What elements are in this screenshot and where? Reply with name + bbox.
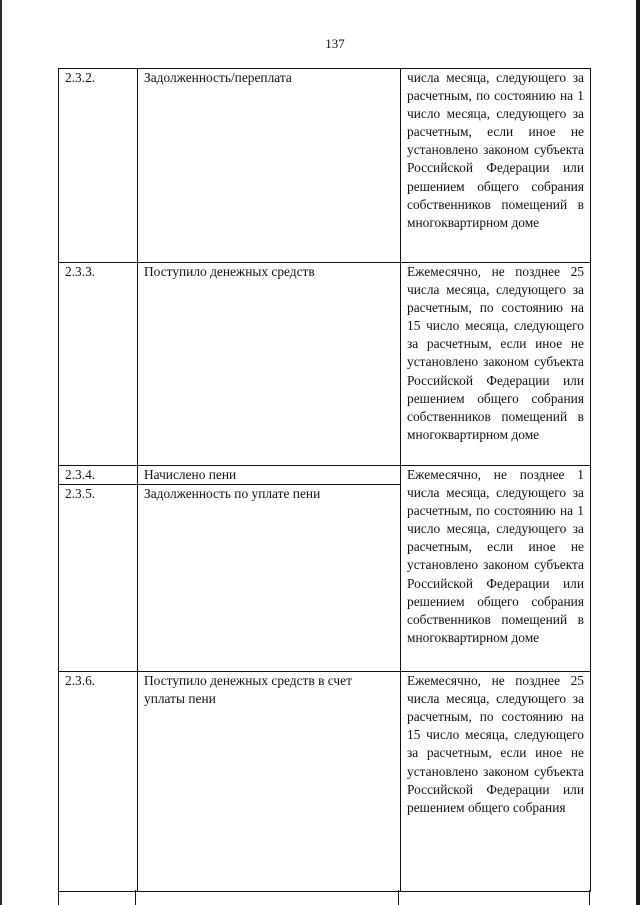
item-name <box>138 485 401 672</box>
deadline-text: Ежемесячно, не позднее 25 числа месяца, следующего за расчетным, по состоянию на 15 число месяца, следующего за расчетным, если иное не установлено законом субъекта Российской Федерации или решением общего собрания собственников помещений в многоквартирном доме <box>407 264 584 442</box>
item-deadline <box>401 672 591 892</box>
page-scan-edge-right <box>636 0 640 905</box>
item-number: 2.3.4. <box>59 466 138 485</box>
item-deadline <box>401 69 591 263</box>
deadline-text: числа месяца, следующего за расчетным, по состоянию на 1 число месяца, следующего за расчетным, если иное не установлено законом субъекта Российской Федерации или решением общего собрания собственников помещений в многоквартирном доме <box>407 70 584 230</box>
table-row-2-3-2 <box>59 69 591 263</box>
item-number: 2.3.5. <box>59 485 138 672</box>
item-number: 2.3.3. <box>59 263 138 466</box>
deadline-text: Ежемесячно, не позднее 25 числа месяца, следующего за расчетным, по состоянию на 15 число месяца, следующего за расчетным, если иное не установлено законом субъекта Российской Федерации или решением общего собрания <box>407 673 584 815</box>
reporting-schedule-table <box>58 68 591 892</box>
item-deadline <box>401 263 591 466</box>
item-number: 2.3.6. <box>59 672 138 892</box>
table-continuation <box>58 890 590 905</box>
item-name-line: Поступило денежных средств <box>144 264 315 279</box>
item-name <box>138 263 401 466</box>
item-name-line: Поступило денежных средств в счет <box>144 673 352 689</box>
item-name-line: Начислено пени <box>144 467 237 482</box>
table-row-2-3-3 <box>59 263 591 466</box>
item-name <box>138 69 401 263</box>
item-name-line: Задолженность по уплате пени <box>144 486 321 502</box>
table-row-2-3-6 <box>59 672 591 892</box>
item-name-line: уплаты пени <box>144 691 216 707</box>
page-scan-edge-left <box>0 0 2 905</box>
item-number: 2.3.2. <box>59 69 138 263</box>
deadline-text: Ежемесячно, не позднее 1 числа месяца, следующего за расчетным, по состоянию на 1 число месяца, следующего за расчетным, если иное не установлено законом субъекта Российской Федерации или решением общего собрания собственников помещений в многоквартирном доме <box>407 467 584 645</box>
table-row-2-3-4 <box>59 466 591 485</box>
item-name <box>138 672 401 892</box>
page-number: 137 <box>325 36 345 51</box>
item-name-line: Задолженность/переплата <box>144 70 292 85</box>
item-deadline <box>401 466 591 672</box>
item-name <box>138 466 401 485</box>
